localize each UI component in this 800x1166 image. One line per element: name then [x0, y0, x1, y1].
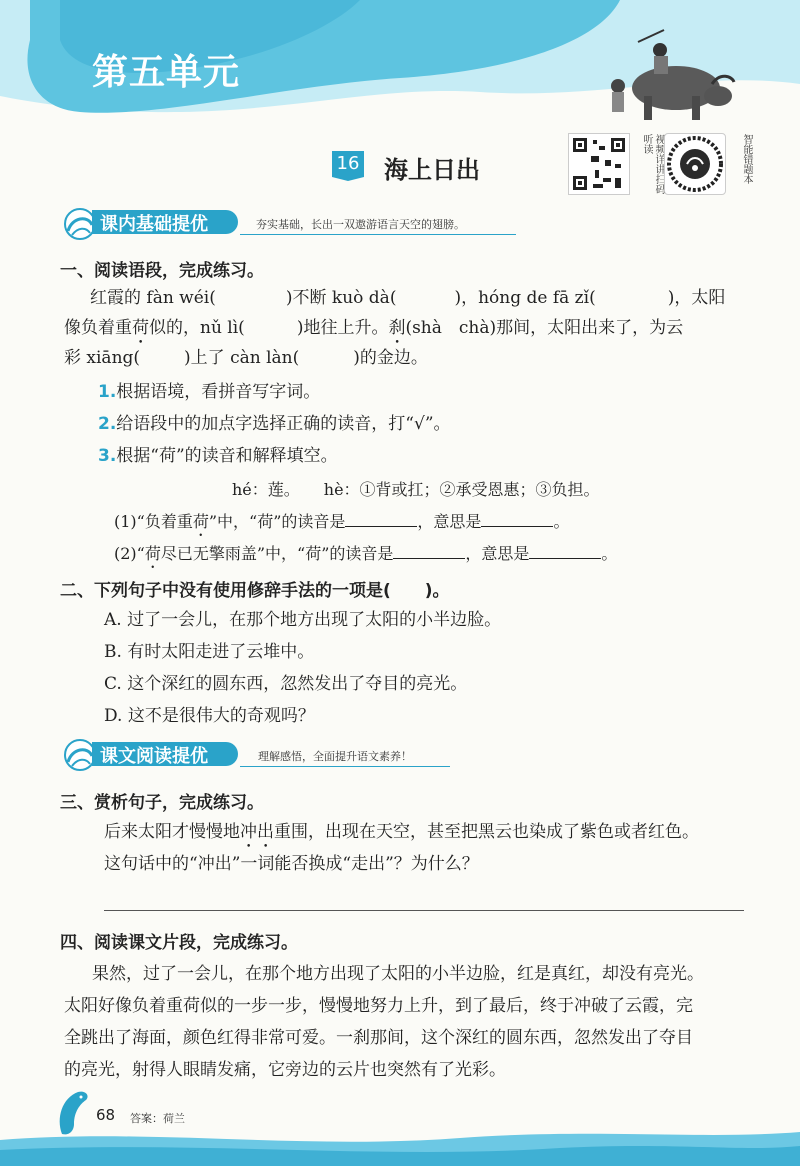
dotted-char-he: 荷: [192, 512, 209, 531]
text-seg: )，hóng de fā zǐ(: [454, 288, 596, 308]
q1-sub1: [114, 510, 569, 540]
q2-title: 二、下列句子中没有使用修辞手法的一项是( )。: [60, 581, 450, 601]
text-seg: (shà chà)那间，太阳出来了，为云: [405, 318, 684, 338]
text-seg: )不断 kuò dà(: [285, 288, 397, 308]
page-number: 68: [96, 1106, 116, 1124]
boy-on-buffalo-illustration: [588, 26, 738, 122]
text-seg: 。: [553, 512, 570, 531]
dolphin-icon: [52, 1088, 94, 1140]
text-seg: 后来太阳才慢慢地: [104, 822, 240, 842]
q2-option-a[interactable]: A. 过了一会儿，在那个地方出现了太阳的小半边脸。: [104, 610, 502, 630]
lesson-title: 海上日出: [384, 156, 480, 184]
q4-title: 四、阅读课文片段，完成练习。: [60, 933, 298, 953]
dotted-word-chongchu: 冲出: [240, 822, 274, 842]
q2-option-b[interactable]: B. 有时太阳走进了云堆中。: [104, 642, 315, 662]
text-seg: 像负着重: [64, 318, 132, 338]
q3-sentence: [104, 820, 699, 852]
q1-title: 一、阅读语段，完成练习。: [60, 261, 264, 281]
dotted-char-he: 荷: [132, 318, 149, 338]
q2-option-c[interactable]: C. 这个深红的圆东西，忽然发出了夺目的亮光。: [104, 674, 468, 694]
section-reading-subtitle: 理解感悟，全面提升语文素养！: [258, 750, 412, 763]
dotted-char-sha: 刹: [388, 318, 406, 338]
qr-code-error-book[interactable]: [664, 133, 726, 195]
blank-sub2-meaning[interactable]: [529, 558, 601, 559]
q4-passage-line: 全跳出了海面，颜色红得非常可爱。一刹那间，这个深红的圆东西，忽然发出了夺目: [64, 1028, 693, 1048]
q1-item-3: [98, 444, 338, 468]
section-basic-subtitle: 夯实基础，长出一双遨游语言天空的翅膀。: [256, 218, 465, 231]
mini-program-code-icon: [665, 134, 725, 194]
q3-answer-line[interactable]: [104, 910, 744, 911]
text-seg: ”中，“荷”的读音是: [208, 512, 346, 531]
blank-sub1-reading[interactable]: [345, 526, 417, 527]
text-seg: 红霞的 fàn wéi(: [90, 288, 216, 308]
q4-passage-line: 的亮光，射得人眼睛发痛，它旁边的云片也突然有了光彩。: [64, 1060, 506, 1080]
qr-pattern-icon: [569, 134, 629, 194]
section-basic-title: 课内基础提优: [100, 214, 208, 235]
item-text: 给语段中的加点字选择正确的读音，打“√”。: [116, 414, 451, 434]
item-number: 2.: [98, 414, 117, 434]
text-seg: )，太阳: [667, 288, 726, 308]
section-reading-title: 课文阅读提优: [100, 746, 208, 767]
answer-reference: 答案：荷兰: [130, 1112, 185, 1125]
item-number: 3.: [98, 446, 117, 466]
q4-passage-line: 太阳好像负着重荷似的一步一步，慢慢地努力上升，到了最后，终于冲破了云霞，完: [64, 996, 693, 1016]
item-number: 1.: [98, 382, 117, 402]
text-seg: 。: [601, 544, 618, 563]
item-text: 根据“荷”的读音和解释填空。: [116, 446, 338, 466]
text-seg: (2)“: [114, 544, 145, 563]
q1-sub2: [114, 542, 617, 572]
dotted-char-he: 荷: [144, 544, 161, 563]
q1-item-2: [98, 412, 451, 436]
section-basic-underline: [240, 234, 516, 235]
text-seg: 彩 xiāng(: [64, 348, 141, 368]
q3-question: 这句话中的“冲出”一词能否换成“走出”？为什么？: [104, 854, 479, 874]
text-seg: 重围，出现在天空，甚至把黑云也染成了紫色或者红色。: [274, 822, 699, 842]
q1-item-1: [98, 380, 320, 404]
q2-option-d[interactable]: D. 这不是很伟大的奇观吗？: [104, 706, 315, 726]
q4-passage-line: 果然，过了一会儿，在那个地方出现了太阳的小半边脸，红是真红，却没有亮光。: [92, 964, 704, 984]
footer-wave: [0, 1110, 800, 1166]
q1-passage-line2: [64, 316, 683, 348]
text-seg: 尽已无擎雨盖”中，“荷”的读音是: [160, 544, 394, 563]
blank-sub1-meaning[interactable]: [481, 526, 553, 527]
text-seg: 似的，nǔ lì(: [149, 318, 245, 338]
qr-right-label: 智能错题本: [741, 134, 752, 184]
he-pronunciation-line: hé：莲。 hè：①背或扛；②承受恩惠；③负担。: [232, 480, 600, 499]
unit-title: 第五单元: [92, 52, 241, 93]
section-reading-underline: [240, 766, 450, 767]
q3-title: 三、赏析句子，完成练习。: [60, 793, 264, 813]
lesson-number: 16: [336, 153, 360, 174]
text-seg: )上了 càn làn(: [184, 348, 300, 368]
q1-passage-line1: [90, 286, 725, 310]
q1-passage-line3: [64, 346, 428, 370]
blank-sub2-reading[interactable]: [393, 558, 465, 559]
item-text: 根据语境，看拼音写字词。: [116, 382, 321, 402]
text-seg: )地往上升。: [296, 318, 389, 338]
text-seg: )的金边。: [353, 348, 428, 368]
qr-left-label: 视频详讲扫码听读: [641, 134, 664, 194]
text-seg: (1)“负着重: [114, 512, 193, 531]
qr-code-video[interactable]: [568, 133, 630, 195]
text-seg: ，意思是: [417, 512, 482, 531]
text-seg: ，意思是: [465, 544, 530, 563]
